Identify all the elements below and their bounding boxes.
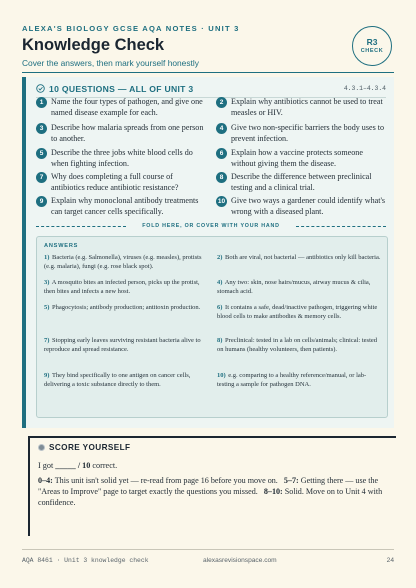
score-top-rule [30,436,396,438]
answer-item [217,337,383,354]
question-number: 10 [217,198,226,205]
spec-reference: 4.3.1–4.3.4 [343,85,386,92]
footer-divider [22,549,394,550]
review-badge [352,26,392,66]
answer-number: 10) [217,372,226,379]
question-text: Give two non-specific barriers the body uses to prevent infection. [231,123,385,143]
band-mid-label: 5–7: [283,476,299,485]
questions-header [36,83,388,95]
check-circle-icon [36,84,45,93]
answer-item [44,304,210,313]
badge-code: R3 [366,37,378,47]
answer-item [44,279,210,296]
question-text: Explain why antibiotics cannot be used to treat measles or HIV. [231,97,383,117]
page-number: 24 [386,557,394,564]
answer-number: 7) [44,337,50,344]
question-item [216,123,388,145]
answer-text: Preclinical: tested in a lab on cells/animals; clinical: tested on humans (healthy volunteers, then patients). [217,337,378,353]
page-title: Knowledge Check [22,36,165,54]
question-item [36,123,208,145]
question-number: 6 [216,148,227,159]
question-text: Explain why monoclonal antibody treatments can target cancer cells specifically. [51,196,199,216]
question-number: 3 [36,123,47,134]
answer-number: 5) [44,304,50,311]
score-out-of: / 10 [77,461,91,470]
questions-title: 10 QUESTIONS — ALL OF UNIT 3 [49,84,194,94]
question-number: 9 [36,196,47,207]
score-title: SCORE YOURSELF [49,443,131,452]
answer-item [217,279,383,296]
question-item [216,148,388,170]
question-number: 2 [216,97,227,108]
score-prefix: I got [38,461,54,470]
footer-course: AQA 8461 · Unit 3 knowledge check [22,557,149,564]
score-end: correct. [92,461,118,470]
answer-number: 4) [217,279,223,286]
score-panel [28,436,394,536]
question-number: 8 [216,172,227,183]
question-item [36,97,208,119]
page-header [22,24,342,69]
answer-text: Any two: skin, nose hairs/mucus, airway mucus & cilia, stomach acid. [217,279,371,295]
answer-text: e.g. comparing to a healthy reference/manual, or lab-testing a sample for pathogen DNA. [217,372,367,388]
question-text: Describe the three jobs white blood cells do when fighting infection. [51,148,193,168]
score-line [38,460,117,471]
answer-number: 9) [44,372,50,379]
answer-number: 3) [44,279,50,286]
question-item [216,97,388,119]
question-text: Describe the difference between preclinical testing and a clinical trial. [231,172,372,192]
answer-text: Stopping early leaves surviving resistant bacteria alive to reproduce and spread resistance. [44,337,201,353]
footer-website-link[interactable]: alexasrevisionspace.com [203,557,277,564]
answer-item [217,304,383,321]
fold-instruction: FOLD HERE, OR COVER WITH YOUR HAND [142,223,280,229]
question-item [36,148,208,170]
question-number: 7 [36,172,47,183]
question-item [36,172,208,194]
question-text: Describe how malaria spreads from one person to another. [51,123,204,143]
answer-item [217,254,383,263]
page-subtitle: Cover the answers, then mark yourself honestly [22,58,199,68]
answer-number: 1) [44,254,50,261]
answer-item [44,372,210,389]
answer-item [44,337,210,354]
band-high-text: Solid. Move on to Unit 4 with confidence. [38,487,383,507]
question-number: 5 [36,148,47,159]
answer-text: They bind specifically to one antigen on cancer cells, delivering a toxic substance directly to them. [44,372,191,388]
fold-line [36,221,386,231]
question-text: Explain how a vaccine protects someone without giving them the disease. [231,148,363,168]
question-number: 1 [36,97,47,108]
answer-item [217,372,383,389]
answer-text: A mosquito bites an infected person, picks up the protist, then bites and infects a new host. [44,279,200,295]
answer-text: Bacteria (e.g. Salmonella), viruses (e.g. measles), protists (e.g. malaria), fungi (e.g. rose black spot). [44,254,202,270]
band-high-label: 8–10: [263,487,283,496]
fold-dash-right [296,226,386,227]
band-mid-text: Getting there — use the "Areas to Improve" page to target exactly the questions you missed. [38,476,379,496]
question-text: Why does completing a full course of antibiotics reduce antibiotic resistance? [51,172,179,192]
question-item [36,196,208,218]
question-number: 4 [216,123,227,134]
band-low-label: 0–4: [38,476,53,485]
answer-number: 6) [217,304,223,311]
answer-number: 2) [217,254,223,261]
band-low-text: This unit isn't solid yet — re-read from page 16 before you move on. [54,476,278,485]
score-blank[interactable]: _____ [55,461,76,470]
questions-panel [22,77,394,428]
header-divider [22,72,394,73]
answer-number: 8) [217,337,223,344]
question-item [216,196,388,218]
score-bands [38,475,388,508]
dot-icon [38,444,45,451]
answers-title: ANSWERS [44,243,79,249]
answers-box [36,236,388,418]
answer-text: Phagocytosis; antibody production; antitoxin production. [52,304,201,311]
answer-item [44,254,210,271]
answer-text: Both are viral, not bacterial — antibiotics only kill bacteria. [225,254,381,261]
answer-text: It contains a safe, dead/inactive pathogen, triggering white blood cells to make antibodies & memory cells. [217,304,378,320]
series-kicker: ALEXA'S BIOLOGY GCSE AQA NOTES · UNIT 3 [22,24,240,33]
badge-label: CHECK [360,48,384,54]
question-text: Give two ways a gardener could identify what's wrong with a diseased plant. [231,196,386,216]
question-item [216,172,388,194]
question-text: Name the four types of pathogen, and give one named disease example for each. [51,97,203,117]
